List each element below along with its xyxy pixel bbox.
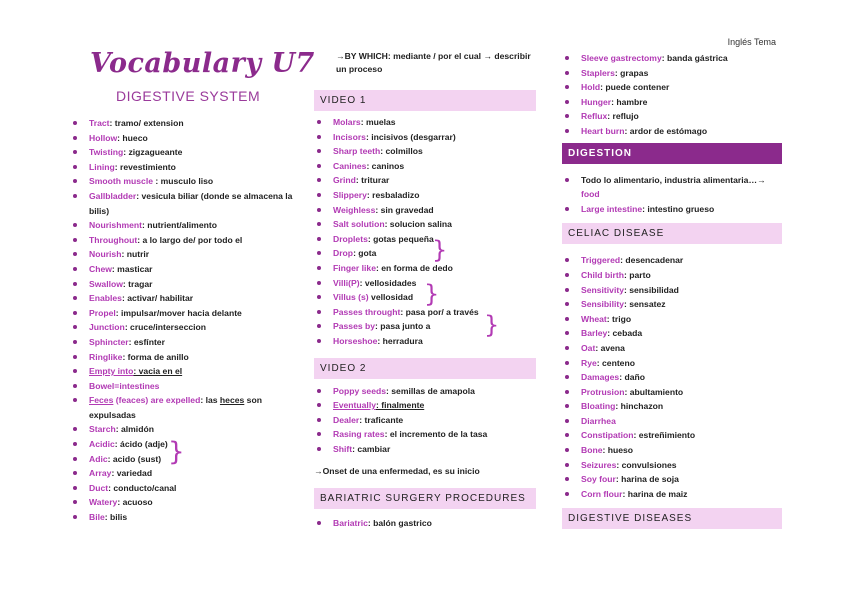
list-item [314, 115, 536, 130]
term: Passes by [333, 321, 376, 332]
onset-note: →Onset de una enfermedad, es su inicio [314, 466, 480, 477]
term: Bowel=intestines [89, 380, 160, 391]
term: Nourishment [89, 220, 142, 231]
term: Dealer [333, 414, 360, 425]
list-item [314, 413, 536, 428]
brace-acidic: } [168, 437, 185, 467]
term: Gallbladder [89, 190, 137, 201]
list-item [70, 466, 295, 481]
definition-underlined: heces [219, 395, 245, 406]
list-item [562, 356, 782, 371]
definition: : intestino grueso [642, 203, 715, 214]
definition: : cambiar [352, 443, 391, 454]
definition: : colmillos [380, 146, 423, 157]
term: Constipation [581, 430, 634, 441]
term: Twisting [89, 147, 124, 158]
term: Staplers [581, 67, 615, 78]
list-item [562, 283, 782, 298]
column-1 [70, 116, 295, 525]
definition: : gotas pequeña [367, 233, 434, 244]
term: Sleeve gastrectomy [581, 53, 662, 63]
vocab-list-video2 [314, 384, 536, 457]
definition: : balón gastrico [367, 518, 432, 529]
vocab-list-bariatric-cont [562, 51, 782, 139]
list-item [70, 233, 295, 248]
term: Corn flour [581, 488, 623, 499]
list-item [562, 443, 782, 458]
list-item [562, 472, 782, 487]
definition: : sin gravedad [375, 204, 434, 215]
definition: : avena [595, 342, 625, 353]
list-item [562, 428, 782, 443]
term-extra: (feaces) are expelled [113, 395, 201, 406]
page-subtitle: DIGESTIVE SYSTEM [116, 88, 261, 104]
definition: : activar/ habilitar [121, 293, 194, 304]
term: Junction [89, 322, 125, 333]
definition: : esfínter [128, 336, 165, 347]
term: Poppy seeds [333, 385, 387, 396]
definition: : las [200, 395, 220, 406]
term: Swallow [89, 278, 123, 289]
list-item [314, 319, 536, 334]
list-item [70, 277, 295, 292]
list-item [70, 174, 295, 189]
term: Tract [89, 118, 110, 128]
list-item [70, 364, 295, 379]
section-header-digestive-diseases: DIGESTIVE DISEASES [562, 508, 782, 529]
term: Sensitivity [581, 284, 624, 295]
definition: : abultamiento [624, 386, 684, 397]
term: Bariatric [333, 518, 368, 529]
term: Rasing rates [333, 429, 385, 440]
definition: : cebada [607, 328, 643, 339]
list-item [314, 188, 536, 203]
definition: : sensibilidad [624, 284, 679, 295]
term: Large intestine [581, 203, 643, 214]
list-item [314, 130, 536, 145]
term: Oat [581, 342, 596, 353]
definition: : ácido (adje) [114, 439, 168, 450]
term: Feces [89, 395, 114, 406]
definition: : banda gástrica [661, 53, 728, 63]
term: Throughout [89, 234, 138, 245]
list-item [70, 393, 295, 422]
term: Chew [89, 263, 112, 274]
list-item [562, 80, 782, 95]
list-item [562, 202, 782, 217]
definition: : tramo/ extension [109, 118, 184, 128]
term: Molars [333, 117, 361, 127]
definition: : tragar [122, 278, 153, 289]
list-item [562, 370, 782, 385]
term: Drop [333, 248, 354, 259]
term: Bile [89, 512, 105, 523]
vocab-list-video1 [314, 115, 536, 349]
list-item [70, 510, 295, 525]
term: Slippery [333, 189, 367, 200]
list-item [562, 312, 782, 327]
list-item [70, 481, 295, 496]
definition: : reflujo [607, 111, 639, 122]
term: Hunger [581, 96, 612, 107]
definition: : finalmente [376, 400, 425, 411]
list-item [70, 306, 295, 321]
term: Sensibility [581, 299, 624, 310]
definition: : centeno [596, 357, 635, 368]
definition: : hueso [602, 445, 634, 456]
definition: : daño [619, 372, 645, 383]
term: Adic [89, 453, 108, 464]
definition: : conducto/canal [108, 482, 177, 493]
list-item [562, 95, 782, 110]
definition: : puede contener [600, 82, 670, 93]
definition: : estreñimiento [633, 430, 696, 441]
definition: : zigzagueante [123, 147, 183, 158]
definition: : hueco [117, 132, 148, 143]
section-header-digestion: DIGESTION [562, 143, 782, 164]
list-item [70, 320, 295, 335]
term: Array [89, 468, 112, 479]
list-item [562, 341, 782, 356]
list-item [70, 262, 295, 277]
term: Empty into [89, 366, 134, 377]
list-item [562, 385, 782, 400]
term: Damages [581, 372, 620, 383]
term: Protrusion [581, 386, 625, 397]
term: Duct [89, 482, 109, 493]
list-item [70, 335, 295, 350]
term: Sharp teeth [333, 146, 381, 157]
brace-villi: } [424, 280, 440, 308]
list-item [562, 458, 782, 473]
term: Ringlike [89, 351, 123, 362]
definition: : musculo liso [153, 176, 214, 187]
list-item [70, 218, 295, 233]
definition: : masticar [111, 263, 153, 274]
term: Starch [89, 424, 116, 435]
list-item [562, 124, 782, 139]
list-item [314, 442, 536, 457]
list-item [562, 66, 782, 81]
list-item [314, 261, 536, 276]
definition: : acido (sust) [107, 453, 162, 464]
definition: : impulsar/mover hacia delante [115, 307, 242, 318]
list-item [314, 144, 536, 159]
term: Nourish [89, 249, 122, 260]
list-item [70, 495, 295, 510]
definition: : incisivos (desgarrar) [365, 131, 456, 142]
brace-droplets: } [432, 236, 448, 264]
definition: : cruce/interseccion [124, 322, 207, 333]
list-item [562, 51, 782, 66]
list-item [562, 297, 782, 312]
definition: : en forma de dedo [375, 262, 453, 273]
list-item [314, 246, 536, 261]
definition: : pasa por/ a través [400, 306, 479, 317]
definition-tail: son expulsadas [89, 395, 262, 420]
column-2 [314, 50, 536, 531]
definition: : hinchazon [615, 401, 664, 412]
list-item [562, 326, 782, 341]
term: Bone [581, 445, 603, 456]
term: Finger like [333, 262, 376, 273]
definition: : resbaladizo [366, 189, 420, 200]
list-item [70, 131, 295, 146]
definition: : ardor de estómago [624, 125, 708, 136]
vocab-list-bariatric [314, 516, 536, 531]
list-item [314, 334, 536, 349]
term: Passes throught [333, 306, 401, 317]
vocab-list-digestion-2 [562, 202, 782, 217]
definition: : vellosidades [359, 277, 417, 288]
list-item [314, 384, 536, 399]
term: Heart burn [581, 125, 625, 136]
list-item [562, 399, 782, 414]
list-item [70, 189, 295, 218]
term: Horseshoe [333, 335, 378, 346]
term: Eventually [333, 400, 376, 411]
term: Canines [333, 160, 367, 171]
term: Barley [581, 328, 608, 339]
definition: : acuoso [117, 497, 153, 508]
brace-passes: } [484, 311, 500, 339]
definition: vellosidad [368, 292, 414, 303]
definition: : semillas de amapola [386, 385, 475, 396]
list-item [70, 145, 295, 160]
term: Incisors [333, 131, 366, 142]
definition: : convulsiones [616, 459, 677, 470]
section-header-video1: VIDEO 1 [314, 90, 536, 111]
definition: : traficante [359, 414, 404, 425]
page-corner-label: Inglés Tema [727, 37, 776, 47]
list-item [314, 516, 536, 531]
term: Villi(P) [333, 277, 360, 288]
list-item [562, 414, 782, 429]
definition: : muelas [360, 117, 396, 127]
list-item [70, 422, 295, 437]
vocab-list-digestion [562, 173, 782, 202]
definition: : triturar [355, 175, 390, 186]
term: Hollow [89, 132, 118, 143]
list-item [562, 487, 782, 502]
term: Rye [581, 357, 597, 368]
list-item [314, 203, 536, 218]
term: Reflux [581, 111, 608, 122]
definition: : desencadenar [620, 255, 684, 266]
term: Enables [89, 293, 122, 304]
list-item [314, 173, 536, 188]
column-3 [562, 51, 782, 529]
definition: : harina de soja [615, 474, 679, 485]
list-item [562, 268, 782, 283]
definition: : nutrir [121, 249, 150, 260]
list-item [70, 247, 295, 262]
definition: : parto [623, 269, 651, 280]
definition: : herradura [377, 335, 423, 346]
section-header-celiac: CELIAC DISEASE [562, 223, 782, 244]
term: Watery [89, 497, 118, 508]
definition: : sensatez [623, 299, 666, 310]
definition: : trigo [606, 313, 632, 324]
definition: : almidón [115, 424, 154, 435]
term: Villus (s) [333, 292, 369, 303]
definition: : vacia en el [133, 366, 183, 377]
section-header-video2: VIDEO 2 [314, 358, 536, 379]
definition: : nutrient/alimento [142, 220, 217, 231]
term: Salt solution [333, 219, 385, 230]
definition: : a lo largo de/ por todo el [137, 234, 243, 245]
definition: : bilis [104, 512, 128, 523]
term: Hold [581, 82, 601, 93]
term: Child birth [581, 269, 624, 280]
term: Triggered [581, 255, 621, 266]
term: Grind [333, 175, 356, 186]
list-item [314, 217, 536, 232]
term: Propel [89, 307, 116, 318]
term: Droplets [333, 233, 368, 244]
list-item [314, 427, 536, 442]
definition: : variedad [111, 468, 153, 479]
term: Soy four [581, 474, 616, 485]
definition: : el incremento de la tasa [384, 429, 488, 440]
definition: : revestimiento [114, 161, 176, 172]
list-item [314, 232, 536, 247]
term: Smooth muscle [89, 176, 153, 187]
term: Diarrhea [581, 415, 616, 426]
definition: : pasa junto a [375, 321, 431, 332]
list-item [314, 398, 536, 413]
section-header-bariatric: BARIATRIC SURGERY PROCEDURES [314, 488, 536, 509]
term: Seizures [581, 459, 617, 470]
definition: : vesicula biliar (donde se almacena la bilis) [89, 190, 293, 216]
term: Weighless [333, 204, 376, 215]
term: Wheat [581, 313, 607, 324]
term: Bloating [581, 401, 616, 412]
list-item [562, 109, 782, 124]
term: Acidic [89, 439, 115, 450]
definition: : solucion salina [384, 219, 452, 230]
list-item [314, 159, 536, 174]
definition: : grapas [614, 67, 649, 78]
definition: : harina de maiz [622, 488, 688, 499]
definition: : hambre [611, 96, 648, 107]
list-item [70, 350, 295, 365]
term: Sphincter [89, 336, 129, 347]
term: Lining [89, 161, 115, 172]
page-title: Vocabulary U7 [90, 48, 315, 79]
vocab-list-celiac [562, 253, 782, 501]
definition: : caninos [366, 160, 405, 171]
list-item: Todo lo alimentario, industria alimentaria…→ food [562, 173, 782, 202]
by-which-note: →BY WHICH: mediante / por el cual → describir un proceso [336, 51, 531, 74]
term: Shift [333, 443, 353, 454]
list-item [70, 116, 295, 131]
definition: : forma de anillo [122, 351, 189, 362]
list-item [70, 379, 295, 394]
list-item [562, 253, 782, 268]
list-item [70, 160, 295, 175]
list-item [70, 291, 295, 306]
definition: : gota [353, 248, 377, 259]
